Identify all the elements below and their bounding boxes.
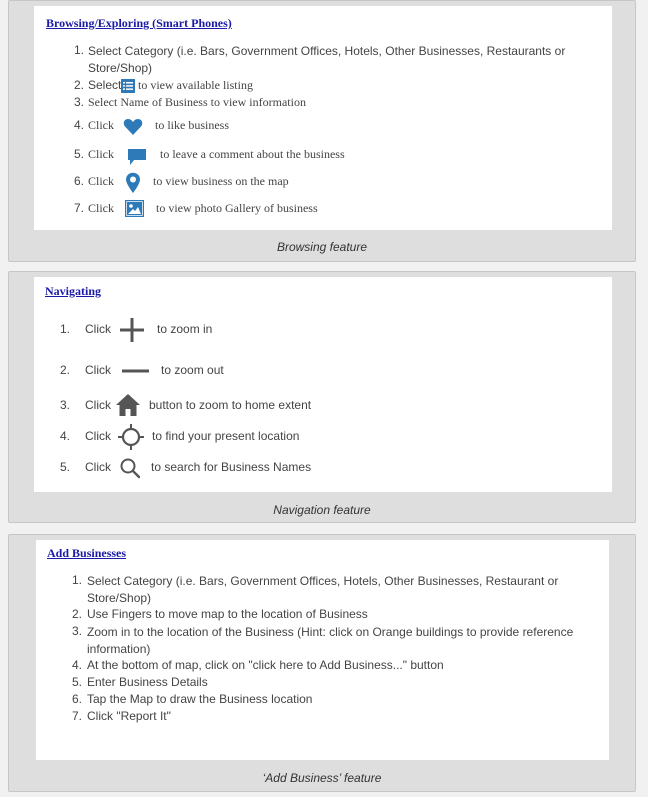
browsing-card: Browsing/Exploring (Smart Phones) 1. Select Category (i.e. Bars, Government Offices, Hotels, Other Businesses, Restaurants or Store/Shop) 2. Select to view available listing 3. Select Name of Business to view information 4. Click to like business 5. Click to leave a comment about the business 6. Click to view business on the map 7. Click to view photo Gallery of business <box>34 6 612 230</box>
map-pin-icon[interactable] <box>125 172 141 194</box>
comment-icon[interactable] <box>127 148 147 166</box>
add-business-card: Add Businesses 1. Select Category (i.e. Bars, Government Offices, Hotels, Other Businesses, Restaurant or Store/Shop) 2. Use Fingers to move map to the location of Business 3. Zoom in to the location of the Business (Hint: click on Orange buildings to provide reference information) 4. At the bottom of map, click on "click here to Add Business..." button 5. Enter Business Details 6. Tap the Map to draw the Business location 7. Click "Report It" <box>36 540 609 760</box>
add-business-panel <box>8 534 636 792</box>
navigating-panel <box>8 271 636 523</box>
image-icon[interactable] <box>125 200 144 217</box>
browsing-heading[interactable]: Browsing/Exploring (Smart Phones) <box>46 16 232 30</box>
search-icon[interactable] <box>119 457 141 479</box>
heart-icon[interactable] <box>123 118 143 136</box>
browsing-panel <box>8 0 636 262</box>
add-business-caption: ‘Add Business’ feature <box>262 771 382 785</box>
home-icon[interactable] <box>115 393 141 417</box>
minus-icon[interactable] <box>122 368 150 374</box>
list-icon[interactable] <box>121 79 135 93</box>
locate-icon[interactable] <box>118 424 144 450</box>
navigating-caption: Navigation feature <box>273 503 371 517</box>
add-business-heading[interactable]: Add Businesses <box>47 546 127 560</box>
browsing-caption: Browsing feature <box>276 240 368 254</box>
navigating-card: Navigating 1. Click to zoom in 2. Click to zoom out 3. Click button to zoom to home extent 4. Click to find your present location 5. Click to search for Business Names <box>34 277 612 492</box>
plus-icon[interactable] <box>119 317 145 343</box>
navigating-heading[interactable]: Navigating <box>45 284 102 298</box>
